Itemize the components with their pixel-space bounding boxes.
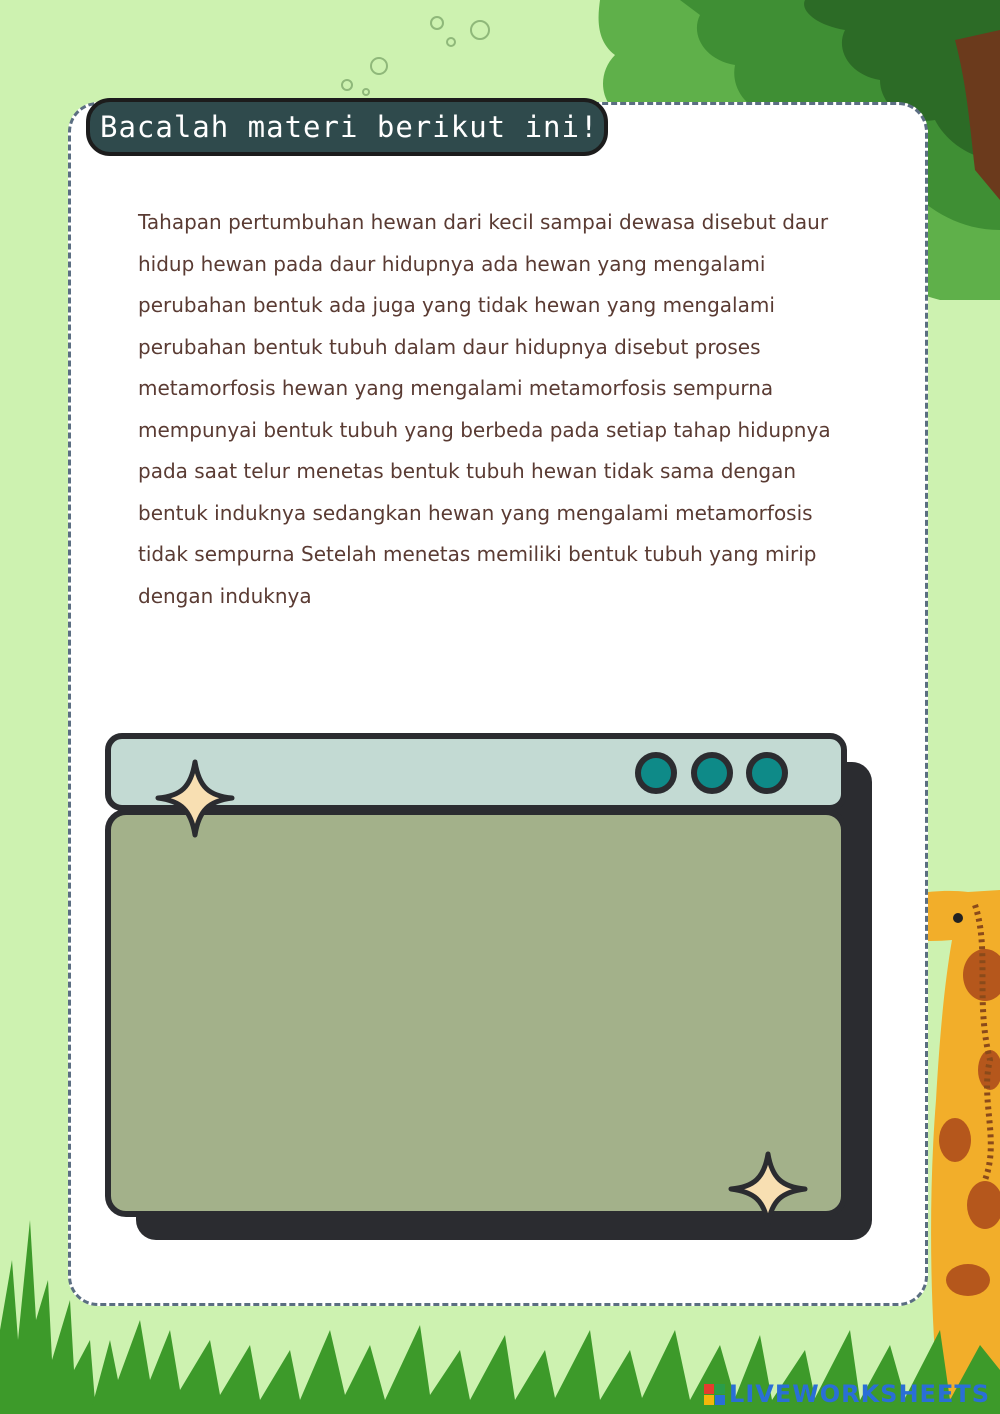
window-dot-icon — [749, 755, 785, 791]
liveworksheets-watermark — [704, 1380, 990, 1408]
window-illustration — [104, 732, 876, 1244]
bubbles-icon — [342, 17, 489, 95]
window-dot-icon — [694, 755, 730, 791]
reading-paragraph: Tahapan pertumbuhan hewan dari kecil sampai dewasa disebut daur hidup hewan pada daur hidupnya ada hewan yang mengalami perubahan bentuk ada juga yang tidak hewan yang mengalami perubahan bentuk tubuh dalam daur hidupnya disebut proses metamorfosis hewan yang mengalami metamorfosis sempurna mempunyai bentuk tubuh yang berbeda pada setiap tahap hidupnya pada saat telur menetas bentuk tubuh hewan tidak sama dengan bentuk induknya sedangkan hewan yang mengalami metamorfosis tidak sempurna Setelah menetas memiliki bentuk tubuh yang mirip dengan induknya — [138, 210, 831, 608]
watermark-text: LIVEWORKSHEETS — [729, 1380, 990, 1408]
page-title: Bacalah materi berikut ini! — [86, 98, 608, 156]
window-dot-icon — [638, 755, 674, 791]
liveworksheets-logo-icon — [704, 1384, 725, 1405]
